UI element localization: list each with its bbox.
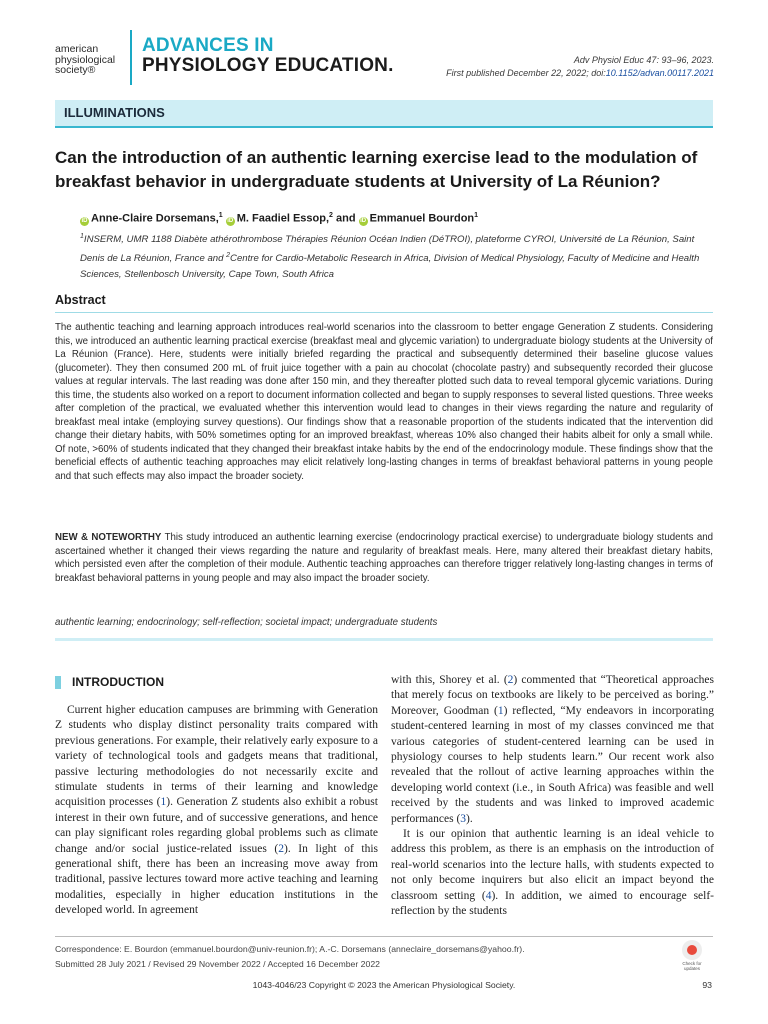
affiliation-text: INSERM, UMR 1188 Diabète athérothrombose Thérapies Réunion Océan Indien (DéTROI), plateforme CYROI, Université de La Réunion, Saint Denis de La Réunion, France and bbox=[80, 234, 695, 265]
society-logo-line: american bbox=[55, 43, 99, 55]
body-column-right bbox=[391, 673, 714, 920]
affiliation-marker: 2 bbox=[226, 252, 231, 260]
paragraph-text: ) commented that “Theoretical approaches that merely focus on textbooks are likely to be perceived as boring.” Moreover, Goodman ( bbox=[391, 674, 715, 717]
body-column-left bbox=[55, 703, 378, 919]
reference-link[interactable]: 1 bbox=[497, 704, 504, 717]
reference-link[interactable]: 1 bbox=[160, 796, 167, 809]
author-list bbox=[80, 212, 478, 226]
paragraph bbox=[391, 673, 714, 827]
new-noteworthy bbox=[55, 531, 713, 585]
new-noteworthy-text: This study introduced an authentic learning exercise (endocrinology practical exercise) to undergraduate biology students and ascertained whether it changed their views regarding the nature and regularity of breakfast meals. Here, many altered their breakfast dietary habits, which persisted even after the completion of their module. Authentic teaching approaches can therefore trigger relatively long-lasting changes in terms of breakfast behavioral patterns in young people and may also impact the broader society. bbox=[55, 532, 713, 584]
footer-divider bbox=[55, 936, 713, 937]
logo-divider bbox=[130, 30, 132, 85]
affiliation-marker: 1 bbox=[80, 233, 84, 240]
abstract-divider bbox=[55, 312, 713, 313]
article-title: Can the introduction of an authentic learning exercise lead to the modulation of breakfast behavior in undergraduate students at University of La Réunion? bbox=[55, 148, 698, 191]
affiliation-text: Centre for Cardio-Metabolic Research in Africa, Division of Medical Physiology, Faculty of Medicine and Health Sciences, Stellenbosch University, Cape Town, South Africa bbox=[80, 253, 700, 281]
citation-line bbox=[446, 67, 714, 80]
section-label: ILLUMINATIONS bbox=[64, 105, 165, 120]
copyright: 1043-4046/23 Copyright © 2023 the American Physiological Society. bbox=[252, 980, 516, 990]
paragraph bbox=[391, 827, 714, 919]
orcid-icon[interactable]: iD bbox=[81, 217, 88, 224]
submission-dates: Submitted 28 July 2021 / Revised 29 November 2022 / Accepted 16 December 2022 bbox=[55, 959, 381, 969]
paragraph-text: ). In addition, we aimed to encourage self-reflection by the students bbox=[391, 889, 715, 918]
published-date: First published December 22, 2022; doi: bbox=[446, 68, 606, 78]
paragraph-text: ) reflected, “My endeavors in incorporating student-centered learning in most of my classes convinced me that various categories of student-centered learning can be used in physiology courses to help students learn.” Our recent work also revealed that the rollout of active learning approaches within the developing world context (i.e., in South Africa) was feasible and well received by the students and was linked to improved academic performances ( bbox=[391, 704, 714, 825]
check-for-updates-badge[interactable] bbox=[679, 940, 705, 970]
author-name: M. Faadiel Essop, bbox=[236, 212, 330, 225]
author-name: Emmanuel Bourdon bbox=[369, 212, 475, 225]
journal-name-line2: PHYSIOLOGY EDUCATION. bbox=[142, 55, 394, 76]
paragraph-text: It is our opinion that authentic learning is an ideal vehicle to address this problem, as there is an emphasis on the introduction of real-world scenarios into the lecture halls, with students expected to not only become inquirers but also elicit an impact beyond the classroom setting ( bbox=[391, 828, 714, 902]
doi-link[interactable]: 10.1152/advan.00117.2021 bbox=[605, 68, 714, 78]
society-logo-line: physiological bbox=[55, 53, 116, 66]
reference-link[interactable]: 4 bbox=[485, 889, 492, 902]
journal-logo bbox=[142, 36, 394, 76]
abstract-heading: Abstract bbox=[55, 293, 106, 307]
section-banner bbox=[55, 100, 713, 128]
author-conjunction: and bbox=[336, 212, 356, 225]
section-marker bbox=[55, 676, 61, 689]
updates-icon bbox=[682, 940, 702, 960]
keywords: authentic learning; endocrinology; self-reflection; societal impact; undergraduate students bbox=[55, 617, 438, 628]
affiliation-marker: 2 bbox=[329, 212, 333, 219]
abstract-bottom-rule bbox=[55, 638, 713, 641]
paragraph-text: ). In light of this generational shift, there has been an increasing move away from traditional, passive lectures toward more active teaching and learning modalities, especially in higher education institutions in the developed world. In agreement bbox=[55, 842, 378, 917]
paragraph bbox=[55, 703, 378, 919]
affiliations bbox=[80, 229, 720, 283]
orcid-icon[interactable]: iD bbox=[227, 217, 234, 224]
orcid-icon[interactable]: iD bbox=[360, 217, 367, 224]
badge-label: Check for updates bbox=[682, 961, 702, 971]
society-logo bbox=[55, 44, 125, 76]
page-number: 93 bbox=[702, 980, 712, 990]
paragraph-text: ). Generation Z students also exhibit a robust interest in their own future, and of successive generations, and hence can play significant roles regarding global problems such as climate change and/or social justice-related issues ( bbox=[55, 796, 378, 855]
reference-link[interactable]: 3 bbox=[460, 812, 467, 825]
society-logo-line: society® bbox=[55, 64, 96, 76]
correspondence: Correspondence: E. Bourdon (emmanuel.bourdon@univ-reunion.fr); A.-C. Dorsemans (anneclaire_dorsemans@yahoo.fr). bbox=[55, 944, 525, 954]
paragraph-text: Current higher education campuses are brimming with Generation Z students who display distinct personality traits compared with previous generations. For example, their relatively early exposure to a variety of technological tools and gadgets means that traditional, passive lecturing methodologies do not necessarily excite and stimulate students in terms of their learning and knowledge acquisition processes ( bbox=[55, 704, 378, 809]
new-noteworthy-label: NEW & NOTEWORTHY bbox=[55, 532, 162, 543]
citation bbox=[446, 54, 714, 80]
abstract-text: The authentic teaching and learning approach introduces real-world scenarios into the classroom to better engage Generation Z students. Considering this, we introduced an authentic learning practical exercise (breakfast meal and glycemic variation) to undergraduate biology students at the University of La Réunion (France). Here, students were initially briefed regarding the practical and subsequently determined their baseline glucose values (glucometer). They then consumed 200 mL of fruit juice together with a pain au chocolat (chocolate pastry) and subsequently recorded their glucose values at regular intervals. The last reading was done after 150 min, and they thereafter plotted such data to reveal temporal glycemic variations. During this time, the students also worked on a report to document information collected and began to supply responses to several listed questions. Three weeks after completion of the practical, we evaluated whether this intervention would lead to changes in their views regarding the nature and regularity of breakfast meal intake (employing survey questions). Our findings show that a reasonable proportion of the students indicated that the intervention did change their dietary habits, with 50% sometimes opting for an improved breakfast, whereas 10% also changed their habits albeit for only a small while. Of note, >60% of students indicated that they changed their breakfast intake habits by the end of the endocrinology module. These findings show that the beneficial effects of authentic teaching approaches may elicit relatively long-lasting changes in terms of breakfast behavioral patterns in young people and that such effects may also impact the broader society. bbox=[55, 322, 713, 482]
introduction-heading: INTRODUCTION bbox=[72, 675, 164, 689]
footer-notes bbox=[55, 942, 525, 972]
affiliation-marker: 1 bbox=[218, 212, 223, 219]
reference-link[interactable]: 2 bbox=[507, 674, 514, 686]
paragraph-text: ). bbox=[466, 812, 473, 825]
reference-link[interactable]: 2 bbox=[278, 842, 284, 855]
paragraph-text: with this, Shorey et al. ( bbox=[391, 674, 508, 686]
author-name: Anne-Claire Dorsemans, bbox=[91, 212, 219, 225]
journal-name-line1: ADVANCES IN bbox=[142, 35, 274, 56]
affiliation-marker: 1 bbox=[474, 212, 479, 219]
citation-line: Adv Physiol Educ 47: 93–96, 2023. bbox=[573, 55, 714, 65]
